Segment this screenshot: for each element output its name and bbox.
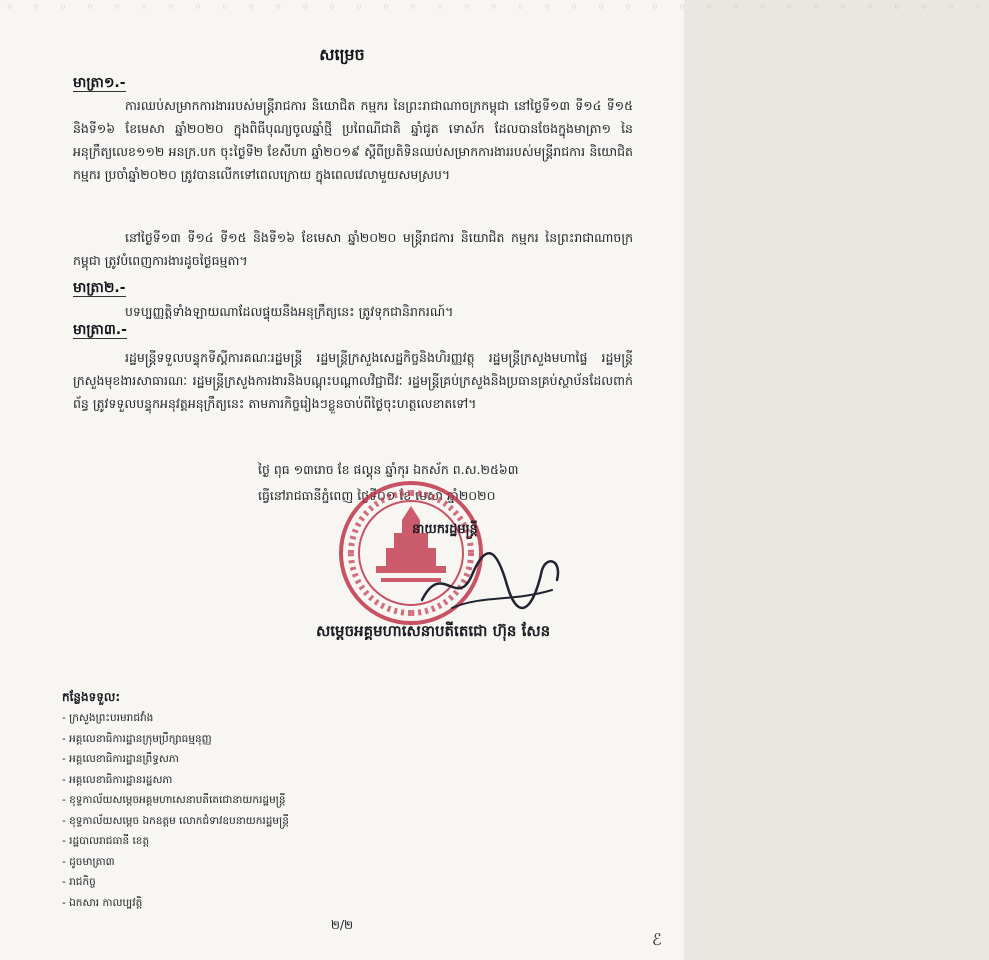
recipient-item: - អគ្គលេខាធិការដ្ឋានព្រឹទ្ធសភា bbox=[62, 753, 179, 765]
article-1-paragraph-2 bbox=[73, 226, 633, 272]
article-3-heading-text: មាត្រា៣.- bbox=[73, 322, 127, 338]
recipient-item: - ដូចមាត្រា៣ bbox=[62, 855, 115, 868]
recipient-item: - អគ្គលេខាធិការដ្ឋានរដ្ឋសភា bbox=[62, 773, 173, 786]
article-3-heading bbox=[73, 320, 127, 341]
recipient-item: - អគ្គលេខាធិការដ្ឋានក្រុមប្រឹក្សាធម្មនុញ្ញ bbox=[62, 732, 212, 745]
article-1-heading-text: មាត្រា១.- bbox=[73, 75, 126, 91]
recipients-heading: កន្លែងទទួល: bbox=[62, 690, 121, 704]
article-2-paragraph bbox=[73, 300, 633, 324]
article-1-paragraph-1 bbox=[73, 94, 633, 186]
article-2-paragraph-text: បទប្បញ្ញត្តិទាំងឡាយណាដែលផ្ទុយនឹងអនុក្រឹត្យនេះ ត្រូវទុកជានិរាករណ៍។ bbox=[125, 304, 454, 319]
article-1-paragraph-2-text: នៅថ្ងៃទី១៣ ទី១៤ ទី១៥ និងទី១៦ ខែមេសា ឆ្នាំ២០២០ មន្ត្រីរាជការ និយោជិត កម្មករ នៃព្រះរាជាណាចក្រកម្ពុជា ត្រូវបំពេញការងារដូចថ្ងៃធម្មតា។ bbox=[73, 230, 633, 268]
edge-mark: ℰ bbox=[652, 930, 662, 949]
recipient-item: - ខុទ្ទកាល័យសម្ដេចអគ្គមហាសេនាបតីតេជោនាយករដ្ឋមន្ត្រី bbox=[62, 794, 286, 806]
page-number: ២/២ bbox=[330, 918, 354, 932]
place-date-line: ធ្វើនៅរាជធានីភ្នំពេញ ថ្ងៃទី០១ ខែ មេសា ឆ្នាំ២០២០ bbox=[258, 488, 496, 503]
recipient-item: - ខុទ្ទកាល័យសម្ដេច ឯកឧត្ដម លោកជំទាវឧបនាយករដ្ឋមន្ត្រី bbox=[62, 814, 289, 827]
article-1-paragraph-1-text: ការឈប់សម្រាកការងាររបស់មន្ត្រីរាជការ និយោជិត កម្មករ នៃព្រះរាជាណាចក្រកម្ពុជា នៅថ្ងៃទី១៣ ទី១៤ ទី១៥ និងទី១៦ ខែមេសា ឆ្នាំ២០២០ ក្នុងពិធីបុណ្យចូលឆ្នាំថ្មី ប្រពៃណីជាតិ ឆ្នាំជូត ទោស័ក ដែលបានចែងក្នុងមាត្រា១ នៃអនុក្រឹត្យលេខ១១២ អនក្រ.បក ចុះថ្ងៃទី២ ខែសីហា ឆ្នាំ២០១៩ ស្ដីពីប្រតិទិនឈប់សម្រាកការងាររបស់មន្ត្រីរាជការ និយោជិត កម្មករ ប្រចាំឆ្នាំ២០២០ ត្រូវបានលើកទៅពេលក្រោយ ក្នុងពេលវេលាមួយសមស្រប។ bbox=[73, 98, 633, 182]
article-2-heading-text: មាត្រា២.- bbox=[73, 280, 126, 296]
recipient-item: - រាជកិច្ច bbox=[62, 876, 96, 888]
article-2-heading bbox=[73, 278, 126, 299]
article-3-paragraph-text: រដ្ឋមន្ត្រីទទួលបន្ទុកទីស្ដីការគណៈរដ្ឋមន្ត្រី រដ្ឋមន្ត្រីក្រសួងសេដ្ឋកិច្ចនិងហិរញ្ញវត្ថុ រដ្ឋមន្ត្រីក្រសួងមហាផ្ទៃ រដ្ឋមន្ត្រីក្រសួងមុខងារសាធារណៈ រដ្ឋមន្ត្រីក្រសួងការងារនិងបណ្ដុះបណ្ដាលវិជ្ជាជីវៈ រដ្ឋមន្ត្រីគ្រប់ក្រសួងនិងប្រធានគ្រប់ស្ថាប័នដែលពាក់ព័ន្ធ ត្រូវទទួលបន្ទុកអនុវត្តអនុក្រឹត្យនេះ តាមភារកិច្ចរៀងៗខ្លួនចាប់ពីថ្ងៃចុះហត្ថលេខាតទៅ។ bbox=[73, 350, 633, 411]
signer-name: សម្ដេចអគ្គមហាសេនាបតីតេជោ ហ៊ុន សែន bbox=[316, 622, 551, 640]
signature-title: នាយករដ្ឋមន្ត្រី bbox=[412, 522, 478, 537]
recipients-list bbox=[62, 708, 289, 913]
handwritten-signature-icon bbox=[412, 540, 572, 625]
article-3-paragraph bbox=[73, 346, 633, 438]
recipient-item: - ក្រសួងព្រះបរមរាជវាំង bbox=[62, 712, 154, 724]
document-title: សម្រេច bbox=[319, 45, 365, 64]
lunar-date-line: ថ្ងៃ ពុធ ១៣រោច ខែ ផល្គុន ឆ្នាំកុរ ឯកស័ក ព.ស.២៥៦៣ bbox=[258, 462, 519, 477]
recipient-item: - រដ្ឋបាលរាជធានី ខេត្ត bbox=[62, 835, 150, 847]
header-mark: ◦ ◦ ◦ ◦ ◦ ◦ ◦ ◦ ◦ ◦ ◦ ◦ ◦ ◦ ◦ ◦ ◦ ◦ ◦ ◦ ◦ ◦ ◦ ◦ ◦ ◦ ◦ ◦ ◦ ◦ ◦ ◦ ◦ ◦ ◦ ◦ ◦ bbox=[6, 0, 989, 14]
recipient-item: - ឯកសារ កាលប្បវត្តិ bbox=[62, 896, 143, 909]
article-1-heading bbox=[73, 73, 126, 94]
